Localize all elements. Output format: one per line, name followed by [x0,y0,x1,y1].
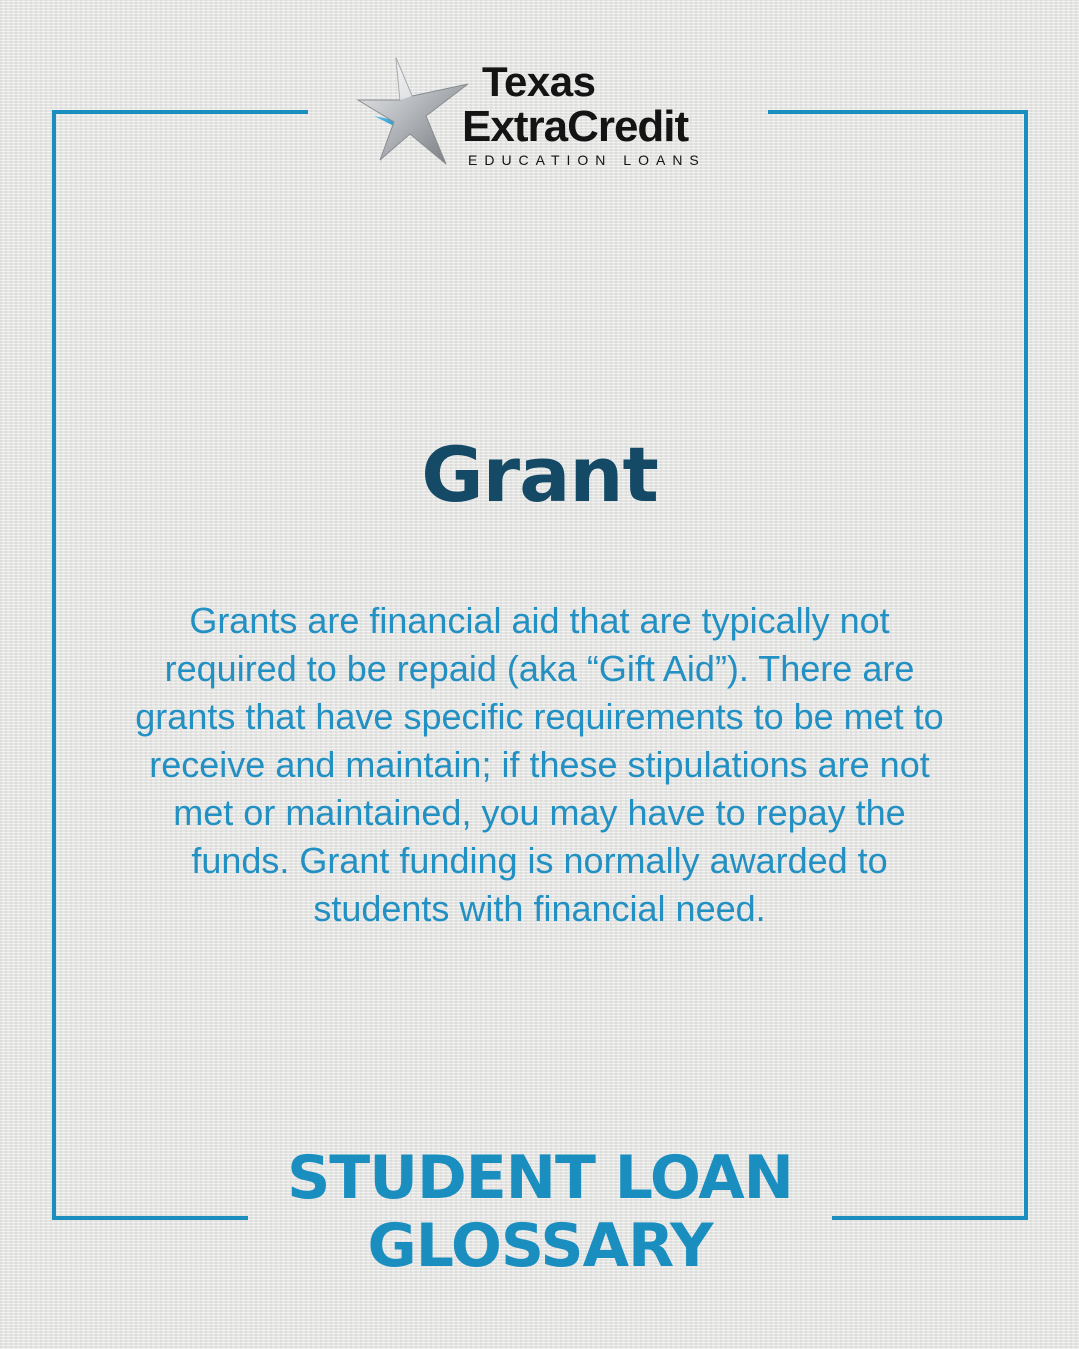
frame-top-left [52,110,308,114]
frame-bottom-right [832,1216,1028,1220]
star-icon [354,56,474,168]
term-title: Grant [421,430,658,519]
brand-logo [350,54,740,172]
brand-name-line1: Texas [482,58,596,105]
frame-left [52,110,56,1220]
frame-bottom-left [52,1216,248,1220]
frame-top-right [768,110,1028,114]
footer-line-2: GLOSSARY [367,1211,713,1281]
term-definition: Grants are financial aid that are typically not required to be repaid (aka “Gift Aid”). There are grants that have specific requirements to be met to receive and maintain; if these stipulations are not met or maintained, you may have to repay the funds. Grant funding is normally awarded to students with financial need. [135,600,944,929]
glossary-footer-title [240,1144,840,1280]
brand-tagline: EDUCATION LOANS [468,152,706,168]
brand-name-line2: ExtraCredit [462,102,689,151]
frame-right [1024,110,1028,1220]
footer-line-1: STUDENT LOAN [287,1143,793,1213]
